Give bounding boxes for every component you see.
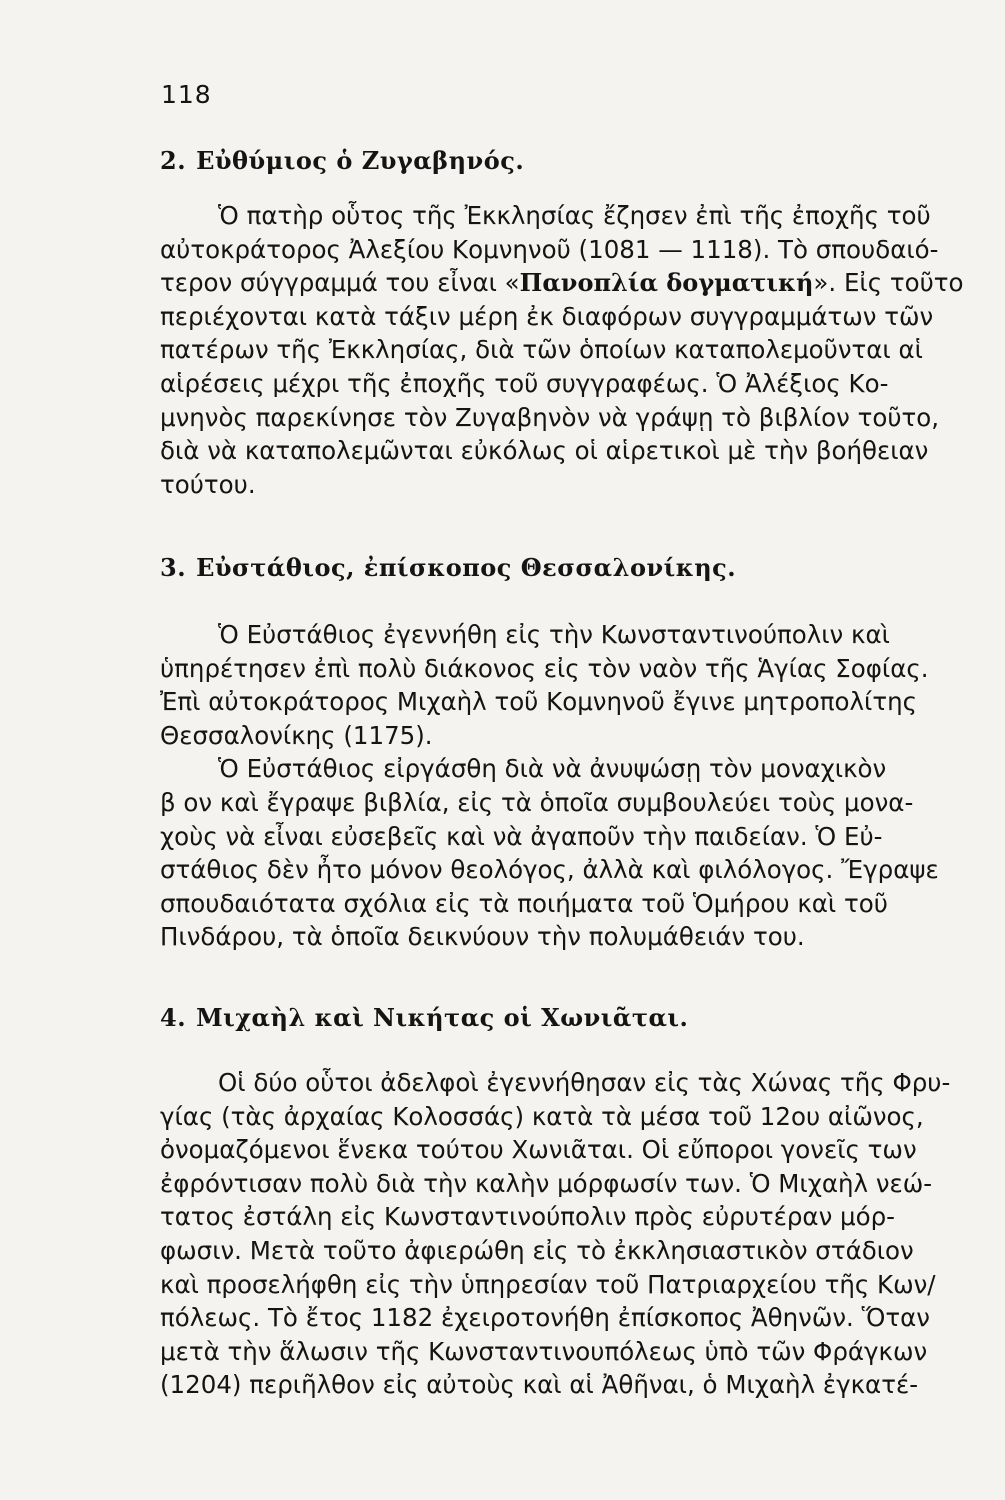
section-title: Εὐθύμιος ὁ Ζυγαβηνός. bbox=[196, 146, 525, 175]
section-number: 2. bbox=[160, 146, 187, 175]
text-line: τούτου. bbox=[160, 469, 256, 499]
work-title: Πανοπλία δογματική bbox=[519, 268, 814, 298]
text-line: Ὁ Εὐστάθιος ἐγεννήθη εἰς τὴν Κωνσταντινούπολιν καὶ bbox=[218, 620, 890, 649]
text-line: Οἱ δύο οὗτοι ἀδελφοὶ ἐγεννήθησαν εἰς τὰς Χώνας τῆς Φρυ- bbox=[218, 1068, 951, 1097]
page-number: 118 bbox=[161, 80, 212, 109]
text-line: γίας (τὰς ἀρχαίας Κολοσσάς) κατὰ τὰ μέσα τοῦ 12ου αἰῶνος, bbox=[160, 1101, 924, 1131]
text-line: μνηνὸς παρεκίνησε τὸν Ζυγαβηνὸν νὰ γράψῃ τὸ βιβλίον τοῦτο, bbox=[160, 402, 940, 432]
text-line: φωσιν. Μετὰ τοῦτο ἀφιερώθη εἰς τὸ ἐκκλησιαστικὸν στάδιον bbox=[160, 1235, 914, 1265]
text-line: σπουδαιότατα σχόλια εἰς τὰ ποιήματα τοῦ Ὁμήρου καὶ τοῦ bbox=[160, 888, 888, 918]
section-body-2 bbox=[160, 199, 1000, 501]
text-line: περιέχονται κατὰ τάξιν μέρη ἐκ διαφόρων συγγραμμάτων τῶν bbox=[160, 301, 934, 331]
text-line: στάθιος δὲν ἦτο μόνον θεολόγος, ἀλλὰ καὶ φιλόλογος. Ἔγραψε bbox=[160, 855, 939, 885]
text-fragment: τερον σύγγραμμά του εἶναι « bbox=[160, 268, 520, 298]
text-line: ἐφρόντισαν πολὺ διὰ τὴν καλὴν μόρφωσίν των. Ὁ Μιχαὴλ νεώ- bbox=[160, 1168, 933, 1198]
section-number: 4. bbox=[160, 1003, 187, 1032]
text-line: καὶ προσελήφθη εἰς τὴν ὑπηρεσίαν τοῦ Πατριαρχείου τῆς Κων/ bbox=[160, 1269, 936, 1299]
text-line: τατος ἐστάλη εἰς Κωνσταντινούπολιν πρὸς εὐρυτέραν μόρ- bbox=[160, 1202, 896, 1232]
section-title: Εὐστάθιος, ἐπίσκοπος Θεσσαλονίκης. bbox=[196, 553, 737, 582]
text-line: β ον καὶ ἔγραψε βιβλία, εἰς τὰ ὁποῖα συμβουλεύει τοὺς μονα- bbox=[160, 787, 914, 817]
text-line: διὰ νὰ καταπολεμῶνται εὐκόλως οἱ αἱρετικοὶ μὲ τὴν βοήθειαν bbox=[160, 436, 929, 466]
text-line: ὑπηρέτησεν ἐπὶ πολὺ διάκονος εἰς τὸν ναὸν τῆς Ἁγίας Σοφίας. bbox=[160, 653, 929, 683]
section-title: Μιχαὴλ καὶ Νικήτας οἱ Χωνιᾶται. bbox=[196, 1003, 689, 1032]
section-heading-3 bbox=[160, 553, 736, 582]
text-line: Πινδάρου, τὰ ὁποῖα δεικνύουν τὴν πολυμάθειάν του. bbox=[160, 922, 805, 952]
text-line: Θεσσαλονίκης (1175). bbox=[160, 720, 433, 750]
section-body-4 bbox=[160, 1066, 1000, 1402]
text-line: (1204) περιῆλθον εἰς αὐτοὺς καὶ αἱ Ἀθῆναι, ὁ Μιχαὴλ ἐγκατέ- bbox=[160, 1370, 919, 1400]
text-line: Ὁ Εὐστάθιος εἰργάσθη διὰ νὰ ἀνυψώσῃ τὸν μοναχικὸν bbox=[218, 754, 887, 784]
text-line: αἱρέσεις μέχρι τῆς ἐποχῆς τοῦ συγγραφέως. Ὁ Ἀλέξιος Κο- bbox=[160, 368, 889, 398]
text-line: χοὺς νὰ εἶναι εὐσεβεῖς καὶ νὰ ἀγαποῦν τὴν παιδείαν. Ὁ Εὐ- bbox=[160, 821, 883, 851]
text-line bbox=[160, 266, 1000, 300]
text-line: ὀνομαζόμενοι ἕνεκα τούτου Χωνιᾶται. Οἱ εὔποροι γονεῖς των bbox=[160, 1135, 917, 1165]
section-body-3 bbox=[160, 618, 1000, 954]
section-heading-4 bbox=[160, 1003, 688, 1032]
text-line: αὐτοκράτορος Ἀλεξίου Κομνηνοῦ (1081 — 1118). Τὸ σπουδαιό- bbox=[160, 234, 939, 264]
text-line: Ὁ πατὴρ οὗτος τῆς Ἐκκλησίας ἔζησεν ἐπὶ τῆς ἐποχῆς τοῦ bbox=[218, 201, 931, 230]
section-heading-2 bbox=[160, 146, 524, 175]
text-line: μετὰ τὴν ἅλωσιν τῆς Κωνσταντινουπόλεως ὑπὸ τῶν Φράγκων bbox=[160, 1336, 928, 1366]
text-line: Ἐπὶ αὐτοκράτορος Μιχαὴλ τοῦ Κομνηνοῦ ἔγινε μητροπολίτης bbox=[160, 687, 917, 717]
text-line: πατέρων τῆς Ἐκκλησίας, διὰ τῶν ὁποίων καταπολεμοῦνται αἱ bbox=[160, 335, 923, 365]
text-fragment: ». Εἰς τοῦτο bbox=[813, 268, 964, 298]
section-number: 3. bbox=[160, 553, 187, 582]
text-line: πόλεως. Τὸ ἔτος 1182 ἐχειροτονήθη ἐπίσκοπος Ἀθηνῶν. Ὅταν bbox=[160, 1303, 930, 1333]
